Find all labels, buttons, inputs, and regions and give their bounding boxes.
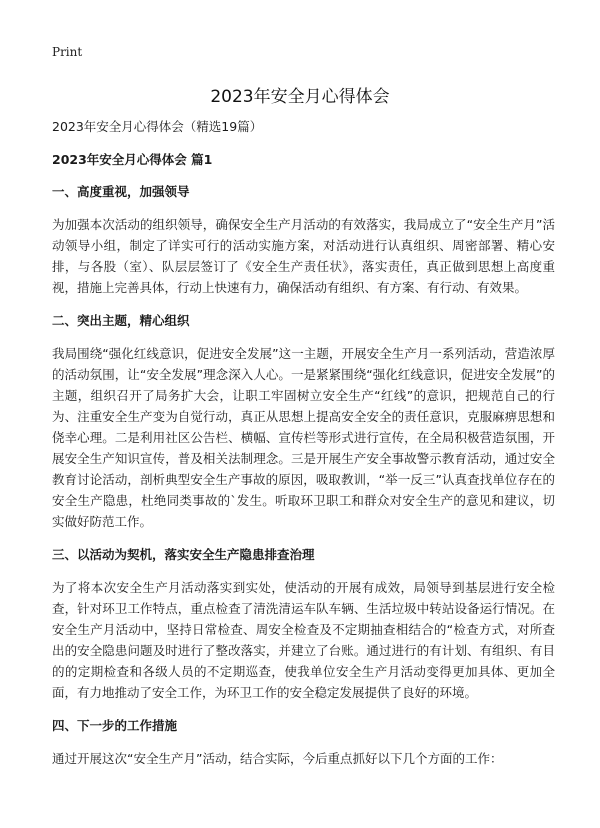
section-heading-4: 四、下一步的工作措施 [52, 718, 178, 733]
section-paragraph-2: 我局围绕“强化红线意识，促进安全发展”这一主题，开展安全生产月一系列活动，营造浓厚的活动氛围，让“安全发展”理念深入人心。一是紧紧围绕“强化红线意识，促进安全发展”的主题，组织召开了局务扩大会，让职工牢固树立安全生产“红线”的意识，把规范自己的行为、注重安全生产变为自觉行动，真正从思想上提高安全安全的责任意识，克服麻痹思想和侥幸心理。二是利用社区公告栏、横幅、宣传栏等形式进行宣传，在全局积极营造氛围，开展安全生产知识宣传，普及相关法制理念。三是开展生产安全事故警示教育活动，通过安全教育讨论活动，剖析典型安全生产事故的原因，吸取教训，“举一反三”认真查找单位存在的安全生产隐患，杜绝同类事故的`发生。听取环卫职工和群众对安全生产的意见和建议，切实做好防范工作。 [52, 346, 555, 529]
section-paragraph-4: 通过开展这次“安全生产月”活动，结合实际，今后重点抓好以下几个方面的工作： [52, 751, 503, 766]
article-subtitle: 2023年安全月心得体会（精选19篇） [52, 119, 263, 134]
section-heading-1: 一、高度重视，加强领导 [52, 184, 190, 199]
section-paragraph-3: 为了将本次安全生产月活动落实到实处，使活动的开展有成效，局领导到基层进行安全检查，针对环卫工作特点，重点检查了清洗清运车队车辆、生活垃圾中转站设备运行情况。在安全生产月活动中，坚持日常检查、周安全检查及不定期抽查相结合的“检查方式，对所查出的安全隐患问题及时进行了整改落实，并建立了台账。通过进行的有计划、有组织、有目的的定期检查和各级人员的不定期巡查，使我单位安全生产月活动变得更加具体、更加全面，有力地推动了安全工作，为环卫工作的安全稳定发展提供了良好的环境。 [52, 580, 555, 700]
section-paragraph-1: 为加强本次活动的组织领导，确保安全生产月活动的有效落实，我局成立了“安全生产月”活动领导小组，制定了详实可行的活动实施方案，对活动进行认真组织、周密部署、精心安排，与各股（室）、队层层签订了《安全生产责任状》，落实责任，真正做到思想上高度重视，措施上完善具体，行动上快速有力，确保活动有组织、有方案、有行动、有效果。 [52, 217, 555, 295]
page-title: 2023年安全月心得体会 [210, 87, 390, 107]
part-title: 2023年安全月心得体会 篇1 [52, 152, 213, 167]
section-heading-2: 二、突出主题，精心组织 [52, 313, 190, 328]
section-heading-3: 三、以活动为契机，落实安全生产隐患排查治理 [52, 547, 315, 562]
article-body [52, 118, 555, 783]
print-link[interactable]: Print [52, 45, 83, 59]
